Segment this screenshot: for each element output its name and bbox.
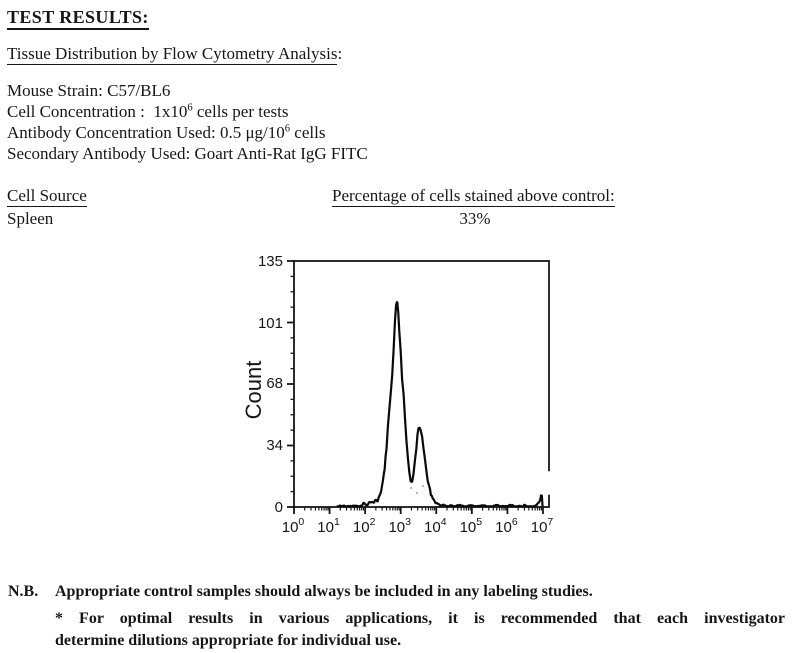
test-info-block — [7, 80, 567, 164]
section-heading-text: Tissue Distribution by Flow Cytometry Analysis — [7, 44, 338, 63]
antibody-concentration-line: Antibody Concentration Used: 0.5 $\mu g/10^6$ cells — [7, 123, 326, 142]
percentage-value: 33% — [459, 209, 491, 228]
y-axis-label: Count — [241, 360, 266, 420]
footnote-line-2: determine dilutions appropriate for individual use. — [55, 632, 402, 649]
y-tick-label: 34 — [266, 437, 283, 455]
percentage-header: Percentage of cells stained above control: — [332, 186, 615, 205]
x-tick-label: $10^4$ — [424, 516, 447, 536]
nb-text: Appropriate control samples should always be included in any labeling studies. — [55, 583, 593, 600]
x-tick-label: $10^6$ — [495, 516, 518, 536]
page-title — [7, 7, 149, 28]
section-heading — [7, 44, 342, 64]
y-tick-label: 68 — [266, 375, 283, 393]
page-title-text: TEST RESULTS: — [7, 7, 149, 30]
x-tick-label: $10^7$ — [530, 516, 554, 536]
nb-label: N.B. — [8, 583, 39, 600]
y-tick-label: 135 — [257, 253, 283, 270]
flow-cytometry-histogram — [230, 245, 575, 550]
scan-speckle — [422, 485, 424, 487]
mouse-strain-line: Mouse Strain: C57/BL6 — [7, 81, 171, 100]
section-heading-colon: : — [337, 44, 343, 63]
scan-speckle — [410, 487, 412, 489]
cell-source-header: Cell Source — [7, 186, 87, 205]
secondary-antibody-line: Secondary Antibody Used: Goart Anti-Rat IgG FITC — [7, 144, 368, 163]
scan-artifact-blob — [529, 471, 563, 495]
x-tick-label: $10^1$ — [317, 516, 340, 536]
cell-source-value: Spleen — [7, 209, 54, 228]
y-tick-label: 101 — [257, 314, 283, 332]
footnote — [55, 608, 785, 652]
cell-concentration-line: Cell Concentration : $1x10^6$ cells per tests — [7, 102, 289, 121]
histogram-trace — [337, 302, 543, 508]
x-tick-label: $10^2$ — [352, 516, 376, 536]
x-tick-label: $10^0$ — [281, 516, 305, 536]
x-tick-label: $10^5$ — [459, 516, 483, 536]
scan-speckle — [416, 492, 418, 494]
x-tick-label: $10^3$ — [388, 516, 411, 536]
footnote-line-1: * For optimal results in various applications, it is recommended that each investigator — [55, 610, 785, 627]
plot-frame — [294, 261, 549, 507]
y-tick-label: 0 — [274, 499, 283, 516]
